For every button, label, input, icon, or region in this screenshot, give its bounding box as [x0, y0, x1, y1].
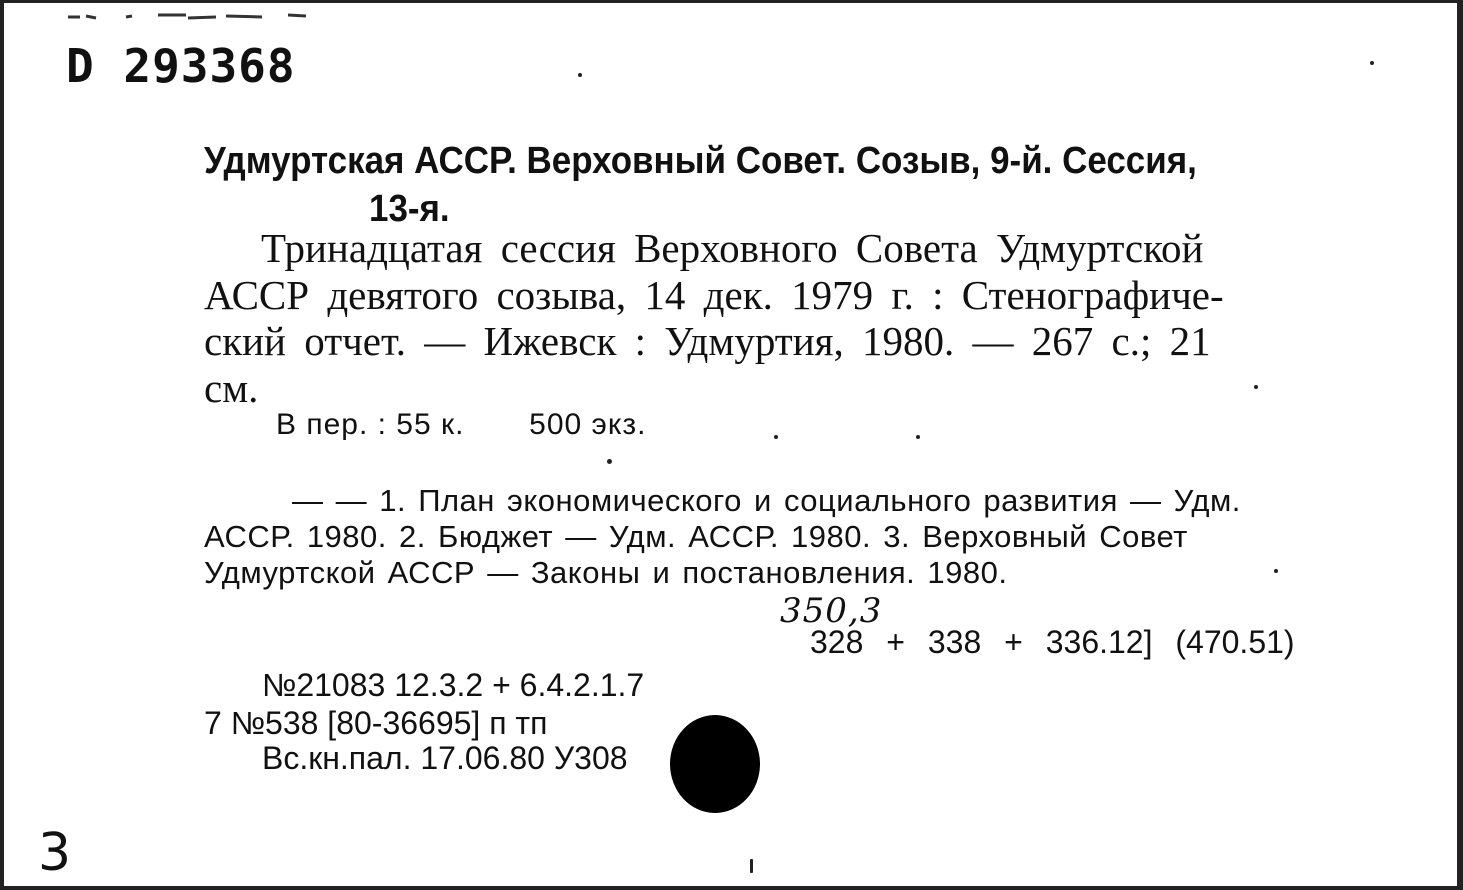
dust-speck	[750, 859, 753, 873]
subjects-line-2: АССР. 1980. 2. Бюджет — Удм. АССР. 1980. 3. Верховный Совет	[204, 519, 1188, 554]
copies: 500 экз.	[529, 408, 647, 441]
subjects-line-1: — — 1. План экономического и социального развития — Удм.	[292, 483, 1241, 518]
call-number: D 293368	[66, 39, 296, 93]
dust-speck	[607, 459, 612, 464]
handwritten-code: 350,3	[780, 591, 883, 631]
tech-line-1: №21083 12.3.2 + 6.4.2.1.7	[262, 667, 645, 703]
classification-index: 328 + 338 + 336.12] (470.51)	[810, 624, 1295, 660]
price: В пер. : 55 к.	[276, 408, 465, 441]
description-line-4: см.	[204, 365, 259, 411]
tech-line-2: 7 №538 [80-36695] п тп	[204, 705, 548, 741]
top-scratch-marks	[66, 11, 316, 23]
description-line-1: Тринадцатая сессия Верховного Совета Удмуртской	[261, 225, 1204, 271]
dust-speck	[1274, 569, 1278, 573]
dust-speck	[774, 435, 778, 439]
dust-speck	[1370, 61, 1374, 65]
tech-line-3: Вс.кн.пал. 17.06.80 У308	[262, 740, 628, 776]
dust-speck	[916, 435, 920, 439]
description-line-3: ский отчет. — Ижевск : Удмуртия, 1980. — 267 с.; 21	[204, 318, 1211, 364]
price-line	[276, 406, 646, 444]
heading-line-1: Удмуртская АССР. Верховный Совет. Созыв, 9-й. Сессия,	[204, 140, 1197, 182]
description-line-2: АССР девятого созыва, 14 дек. 1979 г. : Стенографиче-	[204, 272, 1224, 318]
subjects-line-3: Удмуртской АССР — Законы и постановления. 1980.	[204, 555, 1008, 590]
dust-speck	[1254, 385, 1258, 389]
card-sequence-number: 3	[38, 823, 72, 883]
punch-hole-mark	[670, 715, 760, 813]
heading-line-2: 13-я.	[369, 188, 450, 230]
dust-speck	[578, 73, 582, 77]
